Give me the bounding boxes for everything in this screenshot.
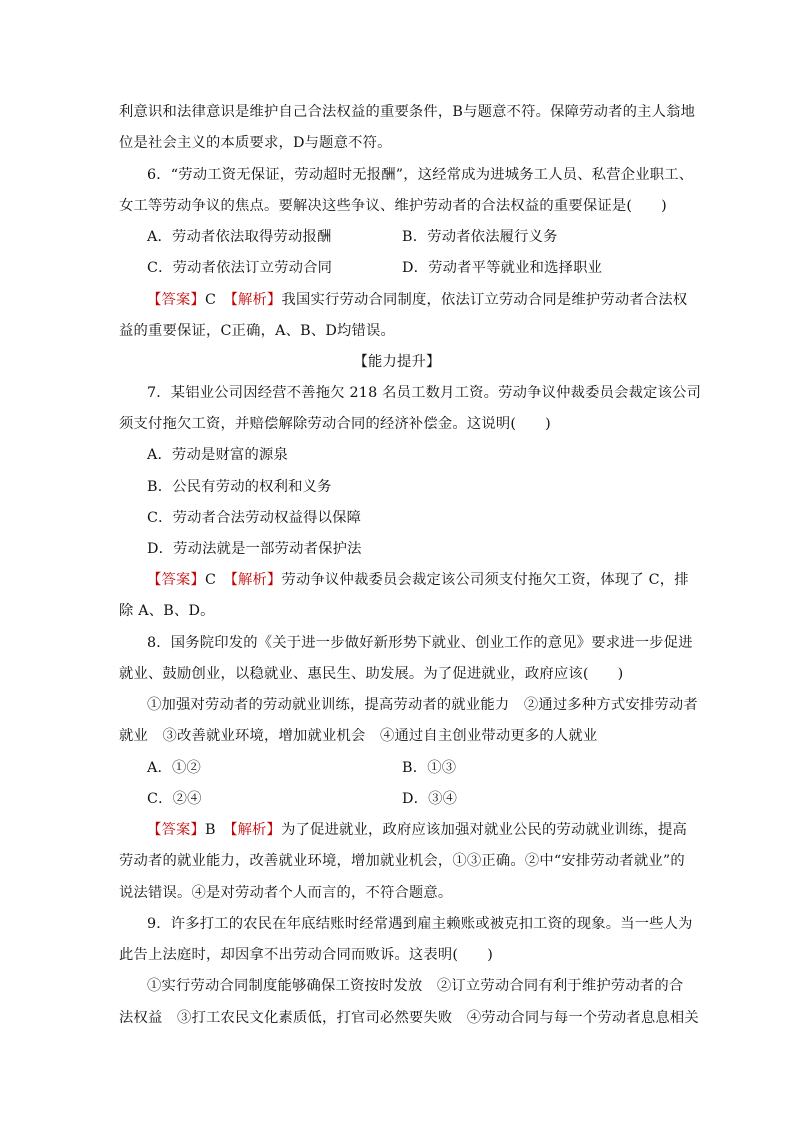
q6-stem-line-1: 6．“劳动工资无保证，劳动超时无报酬”，这经常成为进城务工人员、私营企业职工、 bbox=[147, 167, 694, 183]
q8-option-b: B．①③ bbox=[402, 760, 457, 776]
q7-answer: C bbox=[205, 572, 217, 588]
q7-option-a: A．劳动是财富的源泉 bbox=[147, 447, 288, 463]
q8-option-d: D．③④ bbox=[402, 791, 458, 807]
section-title: 【能力提升】 bbox=[353, 354, 441, 370]
q9-items-line-2: 法权益 ③打工农民文化素质低，打官司必然要失败 ④劳动合同与每一个劳动者息息相关 bbox=[119, 1010, 699, 1026]
q6-analysis-2: 益的重要保证，C正确，A、B、D均错误。 bbox=[119, 323, 395, 339]
intro-line-1: 利意识和法律意识是维护自己合法权益的重要条件，B与题意不符。保障劳动者的主人翁地 bbox=[119, 104, 696, 120]
q7-stem-line-2: 须支付拖欠工资，并赔偿解除劳动合同的经济补偿金。这说明( ) bbox=[119, 416, 551, 432]
intro-line-2: 位是社会主义的本质要求，D与题意不符。 bbox=[119, 135, 392, 151]
q7-option-b: B．公民有劳动的权利和义务 bbox=[147, 479, 332, 495]
q8-stem-line-1: 8．国务院印发的《关于进一步做好新形势下就业、创业工作的意见》要求进一步促进 bbox=[147, 635, 693, 651]
q6-option-b: B．劳动者依法履行义务 bbox=[402, 229, 558, 245]
analysis-label: 【解析】 bbox=[230, 822, 282, 838]
q6-stem-line-2: 女工等劳动争议的焦点。要解决这些争议、维护劳动者的合法权益的重要保证是( ) bbox=[119, 198, 667, 214]
q9-items-line-1: ①实行劳动合同制度能够确保工资按时发放 ②订立劳动合同有利于维护劳动者的合 bbox=[147, 978, 684, 994]
answer-label: 【答案】 bbox=[147, 822, 205, 838]
q8-items-line-1: ①加强对劳动者的劳动就业训练，提高劳动者的就业能力 ②通过多种方式安排劳动者 bbox=[147, 697, 698, 713]
answer-label: 【答案】 bbox=[147, 572, 205, 588]
q8-answer: B bbox=[205, 822, 216, 838]
analysis-label: 【解析】 bbox=[230, 572, 282, 588]
q6-analysis-1: 我国实行劳动合同制度，依法订立劳动合同是维护劳动者合法权 bbox=[281, 292, 688, 308]
q8-analysis-2: 劳动者的就业能力，改善就业环境，增加就业机会，①③正确。②中“安排劳动者就业”的 bbox=[119, 853, 685, 869]
q7-option-d: D．劳动法就是一部劳动者保护法 bbox=[147, 541, 362, 557]
q7-answer-line bbox=[147, 570, 689, 590]
q7-analysis-2: 除 A、B、D。 bbox=[119, 603, 215, 619]
q7-stem-line-1: 7．某铝业公司因经营不善拖欠 218 名员工数月工资。劳动争议仲裁委员会裁定该公司 bbox=[147, 385, 702, 401]
q8-items-line-2: 就业 ③改善就业环境，增加就业机会 ④通过自主创业带动更多的人就业 bbox=[119, 728, 598, 744]
q6-option-c: C．劳动者依法订立劳动合同 bbox=[147, 260, 333, 276]
q7-option-c: C．劳动者合法劳动权益得以保障 bbox=[147, 510, 362, 526]
q8-answer-line bbox=[147, 820, 687, 840]
q8-option-c: C．②④ bbox=[147, 791, 202, 807]
q6-option-a: A．劳动者依法取得劳动报酬 bbox=[147, 229, 332, 245]
q7-analysis-1: 劳动争议仲裁委员会裁定该公司须支付拖欠工资，体现了 C，排 bbox=[281, 572, 689, 588]
q8-analysis-1: 为了促进就业，政府应该加强对就业公民的劳动就业训练，提高 bbox=[281, 822, 687, 838]
q8-stem-line-2: 就业、鼓励创业，以稳就业、惠民生、助发展。为了促进就业，政府应该( ) bbox=[119, 666, 624, 682]
q6-answer: C bbox=[205, 292, 217, 308]
q9-stem-line-2: 此告上法庭时，却因拿不出劳动合同而败诉。这表明( ) bbox=[119, 947, 493, 963]
q6-answer-line bbox=[147, 290, 687, 310]
answer-label: 【答案】 bbox=[147, 292, 205, 308]
q6-option-d: D．劳动者平等就业和选择职业 bbox=[402, 260, 603, 276]
analysis-label: 【解析】 bbox=[230, 292, 282, 308]
q8-option-a: A．①② bbox=[147, 760, 202, 776]
q9-stem-line-1: 9．许多打工的农民在年底结账时经常遇到雇主赖账或被克扣工资的现象。当一些人为 bbox=[147, 916, 693, 932]
q8-analysis-3: 说法错误。④是对劳动者个人而言的，不符合题意。 bbox=[119, 885, 453, 901]
